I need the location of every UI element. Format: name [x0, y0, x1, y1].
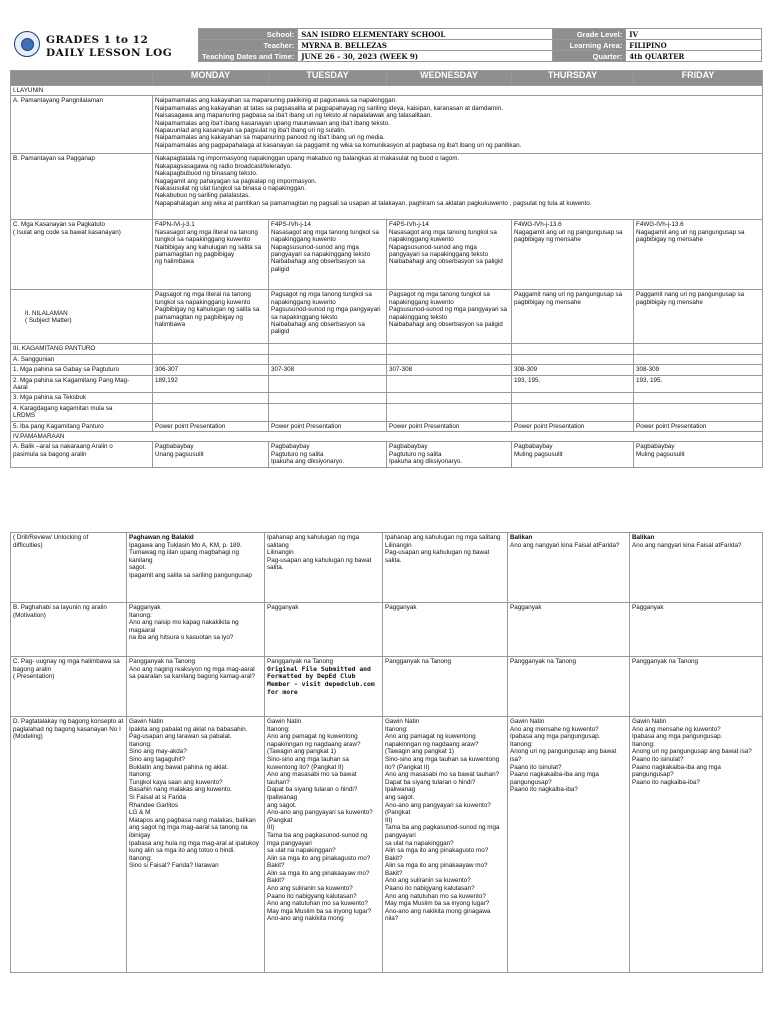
day-friday: FRIDAY: [634, 71, 763, 86]
teacher-label: Teacher:: [199, 40, 298, 51]
gabay-wed: 307-308: [387, 365, 512, 375]
gabay-label: 1. Mga pahina sa Gabay sa Pagtuturo: [11, 365, 153, 375]
page-2: [10, 532, 762, 974]
nilalaman-label: II. NILALAMAN ( Subject Matter): [11, 290, 153, 344]
iba-tue: Power point Presentation: [269, 421, 387, 431]
gabay-thu: 308-309: [512, 365, 634, 375]
title-line-1: GRADES 1 to 12: [46, 34, 149, 46]
model-wed: Gawin Natin Itanong: Ano ang pamagat ng kuwentong napakinngan ng nagdaang araw? (Tawagin ang pangkat 1) Sino-sino ang mga tauhan sa kuwentong ito? (Pangkat II) Ano ang masasabi mo sa bawat tauhan? Dapat ba siyang tularan o hindi? Ipaliwanag ang sagot. Ano-ano ang pangyayari sa kuwento? (Pangkat III) Tama ba ang pagkasunod-sunod ng mga pangyayari sa ulat na napakinggan? Alin sa mga ito ang pinakagusto mo? Bakit? Alin sa mga ito ang pinakaayaw mo? Bakit? Ano ang suliranin sa kuwento? Paano ito nabigyang kalutasan? Ano ang natutuhan mo sa kuwento? May mga Muslim ba sa inyong lugar? Ano-ano ang nakikita mong ginagawa nila?: [383, 717, 508, 973]
school-value: SAN ISIDRO ELEMENTARY SCHOOL: [298, 29, 553, 40]
pres-tue-text: Pangganyak na Tanong: [267, 658, 334, 665]
kagamitan-pages-fri: 193, 195.: [634, 375, 763, 393]
kasanayan-fri: F4WG-IVh-j-13.6 Nagagamit ang uri ng pangungusap sa pagbibigay ng mensahe: [634, 220, 763, 290]
model-tue: Gawin Natin Itanong: Ano ang pamagat ng kuwentong napakinngan ng nagdaang araw? (Tawagin ang pangkat 1) Sino-sino ang mga tauhan sa kuwentong ito? (Pangkat II) Ano ang masasabi mo sa bawat tauhan? Dapat ba siyang tularan o hindi? Ipaliwanag ang sagot. Ano-ano ang pangyayari sa kuwento? (Pangkat III) Tama ba ang pagkasunod-sunod ng mga pangyayari sa ulat na napakinggan? Alin sa mga ito ang pinakagusto mo? Bakit? Alin sa mga ito ang pinakaayaw mo? Bakit? Ano ang suliranin sa kuwento? Paano ito nabigyang kalutasan? Ano ang natutuhan mo sa kuwento? May mga Muslim ba sa inyong lugar? Ano-ano ang nakikita mong: [265, 717, 383, 973]
pres-tue: [265, 657, 383, 717]
balik-thu: Pagbabaybay Muling pagsusulit: [512, 442, 634, 468]
motiv-fri: Pagganyak: [630, 603, 763, 657]
kagamitan-pages-wed: [387, 375, 512, 393]
teksbuk-label: 3. Mga pahina sa Teksbuk: [11, 393, 153, 403]
kasanayan-thu: F4WG-IVh-j-13.6 Nagagamit ang uri ng pangungusap sa pagbibigay ng mensahe: [512, 220, 634, 290]
pangnilalaman-text: Naipamamalas ang kakayahan sa mapanuring pakikinig at pagunawa sa napakinggan. Naipamamalas ang kakayahan at tatas sa pagsasalita at pagpapahayag ng sariling ideya, kaisipan, karanasan at damdamin. Naisasagawa ang mapanuring pagbasa sa iba't ibang uri ng teksto at napalalawak ang talasalitaan. Naipamamalas ang iba't ibang kasanayan upang maunawaan ang iba't ibang teksto. Napauunlad ang kasanayan sa pagsulat ng iba't ibang uri ng sulatin. Naipamamalas ang kakayahan sa mapanuring panood ng iba't ibang uri ng media. Naipamamalas ang pagpapahalaga at kasanayan sa paggamit ng wika sa komunikasyon at pagbasa ng iba't ibang uri ng panitikan.: [153, 96, 763, 154]
balik-fri: Pagbabaybay Muling pagsusulit: [634, 442, 763, 468]
day-thursday: THURSDAY: [512, 71, 634, 86]
iba-label: 5. Iba pang Kagamitang Panturo: [11, 421, 153, 431]
lesson-table: [10, 70, 763, 468]
drill-thu-title: Balikan: [510, 534, 533, 541]
kasanayan-label: C. Mga Kasanayan sa Pagkatuto ( Isulat ang code sa bawat kasanayan): [11, 220, 153, 290]
pres-thu: Pangganyak na Tanong: [508, 657, 630, 717]
drill-tue: Ipahanap ang kahulugan ng mga salitang Lilinangin Pag-usapan ang kahulugan ng bawat salita.: [265, 533, 383, 603]
title-block: [46, 34, 172, 60]
nilalaman-wed: Pagsagot ng mga tanong tungkol sa napakinggang kuwento Pagsusunod-sunod ng mga pangyayari sa napakinggang teksto Naibabahagi ang obserbasyon sa paligid: [387, 290, 512, 344]
gabay-tue: 307-308: [269, 365, 387, 375]
drill-fri-title: Balikan: [632, 534, 655, 541]
day-monday: MONDAY: [153, 71, 269, 86]
drill-fri-text: Ano ang nangyari kina Faisal atFarida?: [632, 541, 742, 549]
school-label: School:: [199, 29, 298, 40]
lesson-table-continued: [10, 532, 763, 973]
pres-label: C. Pag- uugnay ng mga halimbawa sa bagong aralin ( Presentation): [11, 657, 127, 717]
model-label: D. Pagtatalakay ng bagong konsepto at paglalahad ng bagong kasanayan No I (Modeling): [11, 717, 127, 973]
day-tuesday: TUESDAY: [269, 71, 387, 86]
iba-thu: Power point Presentation: [512, 421, 634, 431]
drill-label: ( Drill/Review/ Unlocking of difficulties): [11, 533, 127, 603]
balik-mon: Pagbabaybay Unang pagsusulit: [153, 442, 269, 468]
gabay-fri: 308-309: [634, 365, 763, 375]
iba-wed: Power point Presentation: [387, 421, 512, 431]
teacher-value: MYRNA B. BELLEZAS: [298, 40, 553, 51]
drill-wed: Ipahanap ang kahulugan ng mga salitang Lilinangin Pag-usapan ang kahulugan ng bawat salita.: [383, 533, 508, 603]
kasanayan-mon: F4PN-IVi-j-3.1 Nasasagot ang mga literal na tanong tungkol sa napakinggang kuwento Naibibigay ang kahulugan ng salita sa pamamagitan ng pagbibigay ng halimbawa: [153, 220, 269, 290]
drill-thu: [508, 533, 630, 603]
pres-fri: Pangganyak na Tanong: [630, 657, 763, 717]
nilalaman-mon: Pagsagot ng mga literal na tanong tungkol sa napakinggang kuwento Pagbibigay ng kahulugan ng salita sa pamamagitan ng pagbibigay ng halimbawa: [153, 290, 269, 344]
drill-thu-text: Ano ang nangyari kina Faisal atFarida?: [510, 541, 620, 549]
nilalaman-tue: Pagsagot ng mga tanong tungkol sa napakinggang kuwento Pagsusunod-sunod ng mga pangyayari sa napakinggang teksto Naibabahagi ang obserbasyon sa paligid: [269, 290, 387, 344]
motiv-tue: Pagganyak: [265, 603, 383, 657]
balik-wed: Pagbabaybay Pagtuturo ng salita Ipakuha ang diksiyonaryo.: [387, 442, 512, 468]
pagganap-text: Nakapagtatala ng impormasyong napakinggan upang makabuo ng balangkas at makasulat ng buod o lagom. Nakapagsasagawa ng radio broadcast/teleradyo. Nakapagbubuod ng binasang teksto. Nagagamit ang pahayagan sa pagkalap ng impormasyon. Nakasusulat ng ulat tungkol sa binasa o napakinggan. Nakabubuo ng sariling patalastas. Napapahalagan ang wika at panitikan sa pamamagitan ng pagsali sa usapan at talakayan, paghiram sa aklatan pagkukuwento , pagsulat ng tula at kuwento.: [153, 154, 763, 220]
title-line-2: DAILY LESSON LOG: [46, 47, 173, 59]
motiv-mon: Pagganyak Itanong: Ano ang naisip mo kapag nakakikita ng magaaral na iba ang hitsura o kasuotan sa iyo?: [127, 603, 265, 657]
sanggunian-heading: A. Sanggunian: [11, 354, 153, 364]
grade-value: IV: [626, 29, 762, 40]
grade-label: Grade Level:: [553, 29, 626, 40]
iba-mon: Power point Presentation: [153, 421, 269, 431]
page-1: [10, 28, 762, 468]
kagamitan-pages-mon: 189,192: [153, 375, 269, 393]
kagamitan-pages-thu: 193, 195.: [512, 375, 634, 393]
dates-value: JUNE 26 – 30, 2023 (WEEK 9): [298, 51, 553, 62]
karagdagan-label: 4. Karagdagang kagamitan mula sa LRDMS: [11, 403, 153, 421]
drill-mon: [127, 533, 265, 603]
kasanayan-wed: F4PS-IVh-j-14 Nasasagot ang mga tanong tungkol sa napakinggang kuwento Napagsusunod-sunod ang mga pangyayari sa napakinggang teksto Naibabahagi ang obserbasyon sa paligid: [387, 220, 512, 290]
nilalaman-thu: Paggamit nang uri ng pangungusap sa pagbibigay ng mensahe: [512, 290, 634, 344]
day-wednesday: WEDNESDAY: [387, 71, 512, 86]
nilalaman-fri: Paggamit nang uri ng pangungusap sa pagbibigay ng mensahe: [634, 290, 763, 344]
deped-seal-icon: [14, 31, 40, 57]
motiv-wed: Pagganyak: [383, 603, 508, 657]
gabay-mon: 306-307: [153, 365, 269, 375]
drill-mon-title: Paghawan ng Balakid: [129, 534, 194, 541]
pres-mon: Pangganyak na Tanong Ano ang naging reaksiyon ng mga mag-aaral sa paaralan sa kanilang bagong kamag-aral?: [127, 657, 265, 717]
quarter-value: 4th QUARTER: [626, 51, 762, 62]
motiv-thu: Pagganyak: [508, 603, 630, 657]
day-header-row: [11, 71, 763, 86]
motiv-label: B. Paghahabi sa layunin ng aralin (Motivation): [11, 603, 127, 657]
pagganap-label: B. Pamantayan sa Pagganap: [11, 154, 153, 220]
dates-label: Teaching Dates and Time:: [199, 51, 298, 62]
iba-fri: Power point Presentation: [634, 421, 763, 431]
pres-wed: Pangganyak na Tanong: [383, 657, 508, 717]
quarter-label: Quarter:: [553, 51, 626, 62]
kagamitan-heading: III. KAGAMITANG PANTURO: [11, 344, 153, 354]
balik-label: A. Balik –aral sa nakaraang Aralin o pasimula sa bagong aralin: [11, 442, 153, 468]
model-fri: Gawin Natin Ano ang mensahe ng kuwento? Ipabasa ang mga pangungusap. Itanong: Anong uri ng pangungusap ang bawat isa? Paano ito isinulat? Paano nagkakaiba-iba ang mga pangungusap? Paano ito nagkaiba-iba?: [630, 717, 763, 973]
drill-fri: [630, 533, 763, 603]
balik-tue: Pagbabaybay Pagtuturo ng salita Ipakuha ang diksiyonaryo.: [269, 442, 387, 468]
pangnilalaman-label: A. Pamantayang Pangnilalaman: [11, 96, 153, 154]
header-info-table: [198, 28, 762, 62]
kasanayan-tue: F4PS-IVh-j-14 Nasasagot ang mga tanong tungkol sa napakinggang kuwento Napagsusunod-sunod ang mga pangyayari sa napakinggang teksto Naibabahagi ang obserbasyon sa paligid: [269, 220, 387, 290]
section-layunin: I.LAYUNIN: [11, 86, 763, 96]
area-value: FILIPINO: [626, 40, 762, 51]
model-thu: Gawin Natin Ano ang mensahe ng kuwento? Ipabasa ang mga pangungusap. Itanong: Anong uri ng pangungusap ang bawat isa? Paano ito isinulat? Paano nagkakaiba-iba ang mga pangungusap? Paano ito nagkaiba-iba?: [508, 717, 630, 973]
kagamitan-pages-label: 2. Mga pahina sa Kagamitang Pang Mag- Aaral: [11, 375, 153, 393]
model-mon: Gawin Natin Ipakita ang pabalat ng aklat na babasahin. Pag-usapan ang larawan sa pabalat. Itanong: Sino ang may-akda? Sino ang tagaguhit? Buklatin ang bawat pahina ng aklat. Itanong: Tungkol kaya saan ang kuwento? Basahin nang malakas ang kuwento. Si Faisal at si Farida Rhandee Garlitos LG & M Matapos ang pagbasa nang malakas, balikan ang sagot ng mga mag-aaral sa tanong na ibinigay Ipabasa ang hula ng mga mag-aral at ipatukoy kung alin sa mga ito ang totoo o hindi. Itanong: Sino si Faisal? Farida? Ilarawan: [127, 717, 265, 973]
kagamitan-pages-tue: [269, 375, 387, 393]
drill-mon-text: Ipagawa ang Tuklasin Mo A, KM, p. 189. Tumawag ng iilan upang magbahagi ng kanilang sagot. Ipagamit ang salita sa sariling pangungusap: [129, 541, 252, 579]
section-pamamaraan: IV.PAMAMARAAN: [11, 432, 763, 442]
area-label: Learning Area:: [553, 40, 626, 51]
header: [10, 28, 762, 64]
deped-club-watermark: Original File Submitted and Formatted by DepEd Club Member - visit depedclub.com for more: [267, 664, 375, 696]
